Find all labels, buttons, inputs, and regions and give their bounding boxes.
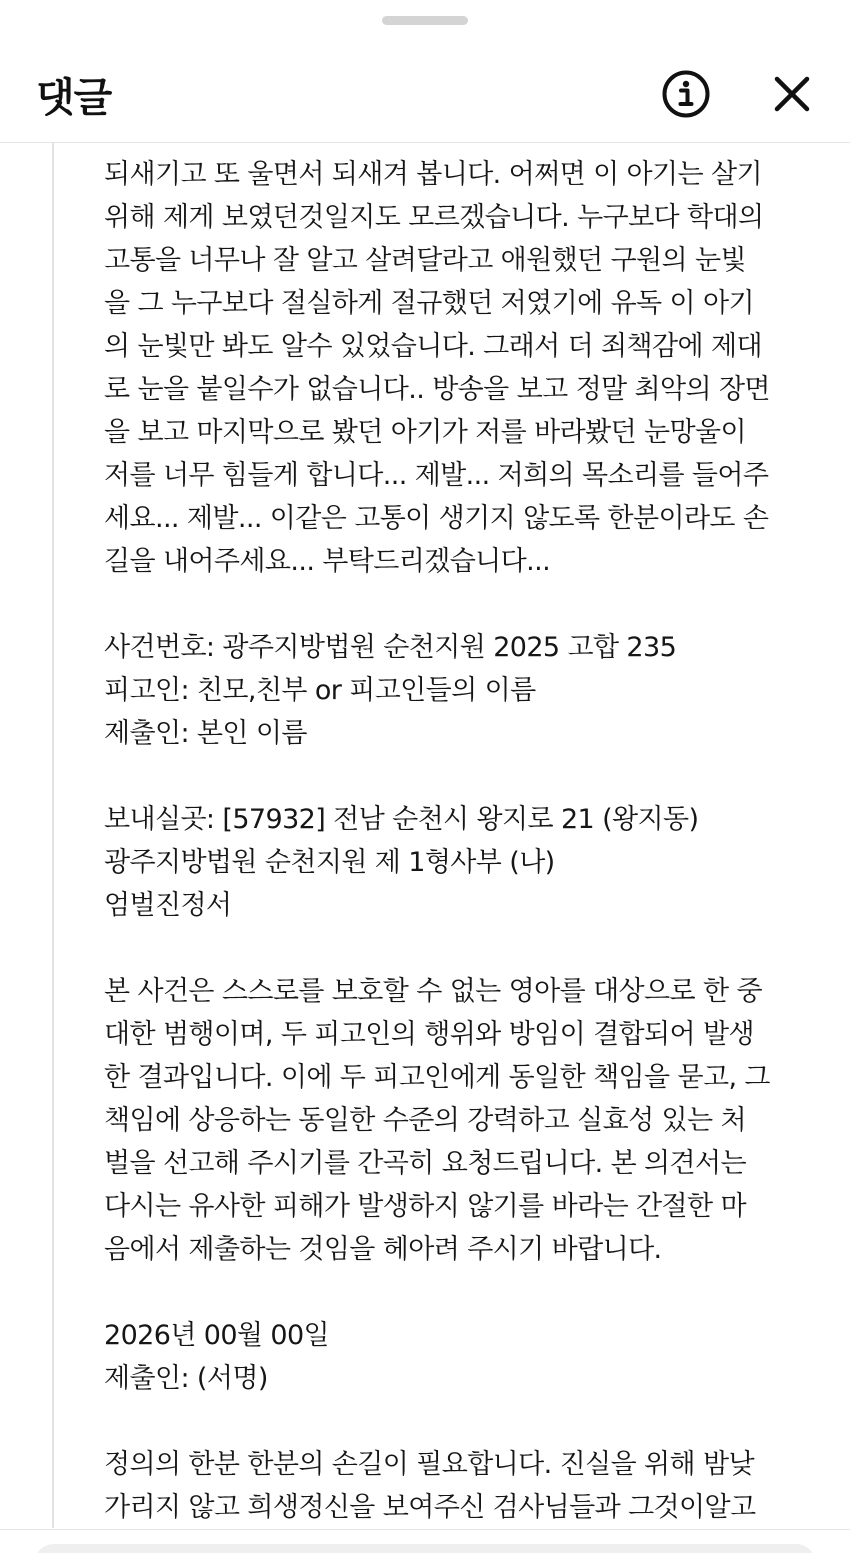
- comment-text-line: 제출인: (서명): [104, 1363, 268, 1394]
- paragraph-gap: [104, 1400, 804, 1443]
- close-button[interactable]: [766, 68, 818, 120]
- comment-text-line: 엄벌진정서: [104, 890, 232, 921]
- comment-body: [104, 153, 804, 1531]
- paragraph-gap: [104, 583, 804, 626]
- comment-text-line: 저를 너무 힘들게 합니다... 제발... 저희의 목소리를 들어주: [104, 460, 769, 491]
- comment-text-line: 되새기고 또 울면서 되새겨 봅니다. 어쩌면 이 아기는 살기: [104, 159, 762, 190]
- paragraph-gap: [104, 755, 804, 798]
- bottom-divider: [0, 1529, 850, 1530]
- comment-text-line: 제출인: 본인 이름: [104, 718, 307, 749]
- comment-text-line: 보내실곳: [57932] 전남 순천시 왕지로 21 (왕지동): [104, 804, 699, 835]
- comment-text-line: 을 보고 마지막으로 봤던 아기가 저를 바라봤던 눈망울이: [104, 417, 746, 448]
- comment-text-line: 가리지 않고 희생정신을 보여주신 검사님들과 그것이알고: [104, 1492, 756, 1523]
- comment-text-line: 대한 범행이며, 두 피고인의 행위와 방임이 결합되어 발생: [104, 1019, 754, 1050]
- close-icon: [766, 68, 818, 120]
- comment-text-line: 음에서 제출하는 것임을 헤아려 주시기 바랍니다.: [104, 1234, 662, 1265]
- comment-text-line: 한 결과입니다. 이에 두 피고인에게 동일한 책임을 묻고, 그: [104, 1062, 770, 1093]
- comment-text-line: 세요... 제발... 이같은 고통이 생기지 않도록 한분이라도 손: [104, 503, 769, 534]
- comment-text-line: 고통을 너무나 잘 알고 살려달라고 애원했던 구원의 눈빛: [104, 245, 746, 276]
- thread-line: [52, 143, 54, 1528]
- comment-text-line: 의 눈빛만 봐도 알수 있었습니다. 그래서 더 죄책감에 제대: [104, 331, 762, 362]
- paragraph-gap: [104, 1271, 804, 1314]
- comment-text-line: 다시는 유사한 피해가 발생하지 않기를 바라는 간절한 마: [104, 1191, 746, 1222]
- paragraph-gap: [104, 927, 804, 970]
- comment-input-bar[interactable]: [34, 1544, 816, 1553]
- comment-text-line: 로 눈을 붙일수가 없습니다.. 방송을 보고 정말 최악의 장면: [104, 374, 770, 405]
- comment-text-line: 벌을 선고해 주시기를 간곡히 요청드립니다. 본 의견서는: [104, 1148, 746, 1179]
- comment-text-line: 사건번호: 광주지방법원 순천지원 2025 고합 235: [104, 632, 677, 663]
- page-title: 댓글: [36, 75, 112, 121]
- comment-text-line: 피고인: 친모,친부 or 피고인들의 이름: [104, 675, 536, 706]
- info-circle-icon: [660, 68, 712, 120]
- comment-text-line: 을 그 누구보다 절실하게 절규했던 저였기에 유독 이 아기: [104, 288, 754, 319]
- comment-text-line: 위해 제게 보였던것일지도 모르겠습니다. 누구보다 학대의: [104, 202, 764, 233]
- comment-text-line: 책임에 상응하는 동일한 수준의 강력하고 실효성 있는 처: [104, 1105, 746, 1136]
- comment-text-line: 본 사건은 스스로를 보호할 수 없는 영아를 대상으로 한 중: [104, 976, 762, 1007]
- info-button[interactable]: [660, 68, 712, 120]
- comment-text-line: 광주지방법원 순천지원 제 1형사부 (나): [104, 847, 555, 878]
- sheet-drag-handle[interactable]: [382, 16, 468, 25]
- comment-text-line: 길을 내어주세요... 부탁드리겠습니다...: [104, 546, 551, 577]
- comment-text-line: 정의의 한분 한분의 손길이 필요합니다. 진실을 위해 밤낮: [104, 1449, 754, 1480]
- comment-text-line: 2026년 00월 00일: [104, 1320, 330, 1351]
- comments-header: [0, 48, 850, 143]
